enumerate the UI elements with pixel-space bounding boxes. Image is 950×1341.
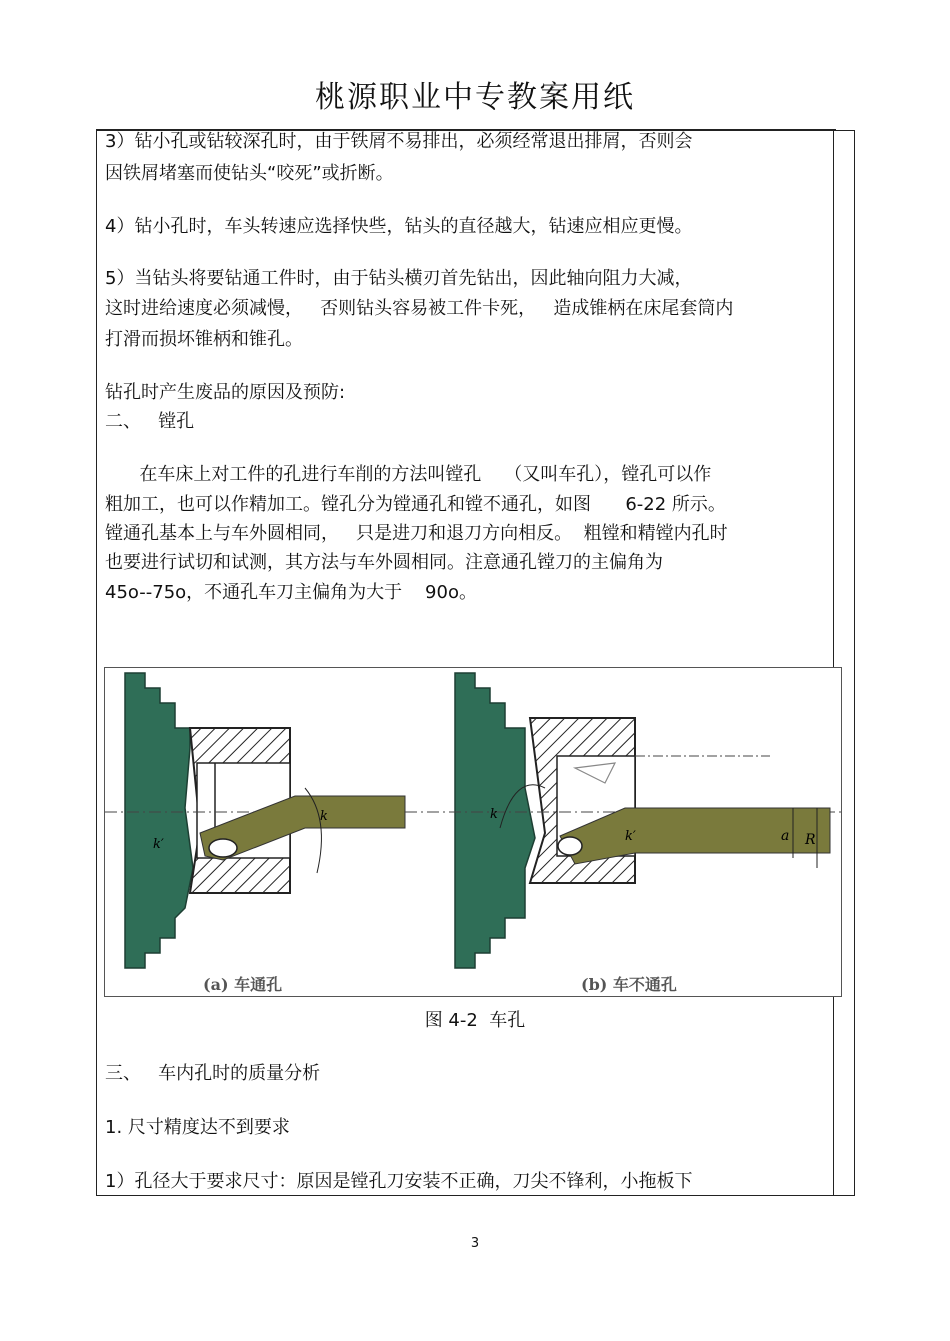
page-number: 3 [470, 1236, 480, 1251]
kr-label-b: k [490, 807, 498, 822]
text-line: 这时进给速度必须减慢， 否则钻头容易被工件卡死， 造成锥柄在床尾套筒内 [105, 298, 734, 319]
text-line: 钻孔时产生废品的原因及预防: [105, 382, 346, 403]
text-line: 5）当钻头将要钻通工件时，由于钻头横刃首先钻出，因此轴向阻力大减， [105, 268, 693, 289]
text-line: 4）钻小孔时，车头转速应选择快些，钻头的直径越大，钻速应相应更慢。 [105, 216, 693, 237]
figure-caption: 图 4-2 车孔 [424, 1010, 526, 1031]
text-line: 1. 尺寸精度达不到要求 [105, 1117, 290, 1138]
figure-label-b: (b) 车不通孔 [581, 975, 677, 994]
figure-label-a: (a) 车通孔 [203, 975, 283, 994]
diagram-blind-hole [405, 673, 841, 994]
text-line: 因铁屑堵塞而使钻头“咬死”或折断。 [105, 163, 394, 184]
chuck-a [125, 673, 193, 968]
section-heading: 三、 车内孔时的质量分析 [105, 1063, 321, 1084]
frame-column-divider [833, 130, 834, 1196]
text-line: 镗通孔基本上与车外圆相同， 只是进刀和退刀方向相反。 粗镗和精镗内孔时 [105, 523, 728, 544]
text-line: 3）钻小孔或钻较深孔时，由于铁屑不易排出，必须经常退出排屑，否则会 [105, 131, 693, 152]
text-line: 在车床上对工件的孔进行车削的方法叫镗孔 （又叫车孔），镗孔可以作 [105, 464, 712, 485]
dimension-a-label: a [781, 828, 790, 844]
text-line: 粗加工，也可以作精加工。镗孔分为镗通孔和镗不通孔，如图 6-22 所示。 [105, 494, 726, 515]
boring-figure [104, 667, 842, 997]
text-line: 1）孔径大于要求尺寸：原因是镗孔刀安装不正确，刀尖不锋利，小拖板下 [105, 1171, 693, 1192]
boring-diagram [105, 668, 841, 996]
page-header-title: 桃源职业中专教案用纸 [315, 80, 635, 115]
dimension-R-label: R [805, 832, 816, 848]
section-heading: 二、 镗孔 [105, 411, 195, 432]
diagram-through-hole [105, 673, 405, 994]
kr-label-a: k [320, 809, 328, 824]
text-line: 打滑而损坏锥柄和锥孔。 [105, 329, 303, 350]
text-line: 45o--75o，不通孔车刀主偏角为大于 90o。 [105, 582, 477, 603]
text-line: 也要进行试切和试测，其方法与车外圆相同。注意通孔镗刀的主偏角为 [105, 552, 663, 573]
kr-prime-label-b: k′ [625, 829, 636, 844]
kr-prime-label-a: k′ [153, 837, 164, 852]
